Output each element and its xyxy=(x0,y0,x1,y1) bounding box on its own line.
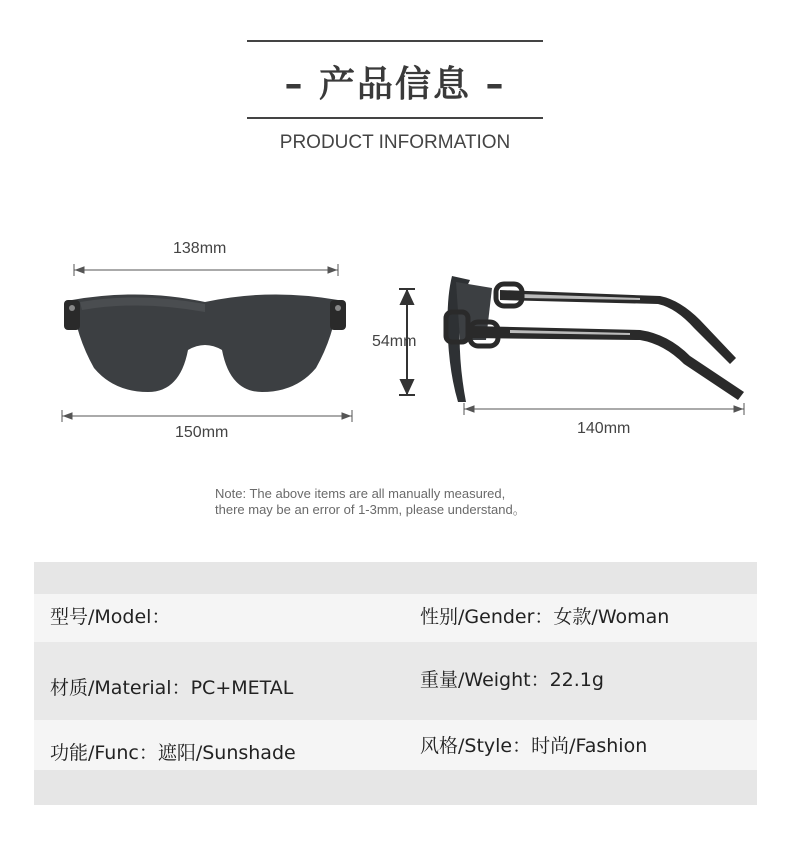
total-width-line xyxy=(62,410,352,422)
spec-model: 型号/Model： xyxy=(50,606,171,628)
section-title-english: PRODUCT INFORMATION xyxy=(279,132,511,153)
spec-material: 材质/Material：PC+METAL xyxy=(50,677,294,699)
spec-style: 风格/Style：时尚/Fashion xyxy=(420,735,648,757)
note-line-2: there may be an error of 1-3mm, please understand。 xyxy=(215,502,526,517)
top-width-line xyxy=(74,264,338,276)
spec-function: 功能/Func：遮阳/Sunshade xyxy=(50,742,296,764)
spec-gender: 性别/Gender：女款/Woman xyxy=(420,606,670,628)
section-title-chinese: – 产品信息 – xyxy=(284,64,506,105)
top-width-label: 138mm xyxy=(173,240,227,257)
lens-height-label: 54mm xyxy=(372,333,417,350)
temple-length-line xyxy=(464,403,744,415)
sunglasses-front-image xyxy=(64,294,346,392)
measurement-note xyxy=(215,486,526,518)
spec-weight: 重量/Weight：22.1g xyxy=(420,669,604,691)
spec-band-top xyxy=(34,562,757,594)
sunglasses-side-image xyxy=(446,276,744,402)
note-line-1: Note: The above items are all manually measured, xyxy=(215,486,506,501)
total-width-label: 150mm xyxy=(175,424,229,441)
spec-band-bottom xyxy=(34,770,757,805)
temple-length-label: 140mm xyxy=(577,420,631,437)
